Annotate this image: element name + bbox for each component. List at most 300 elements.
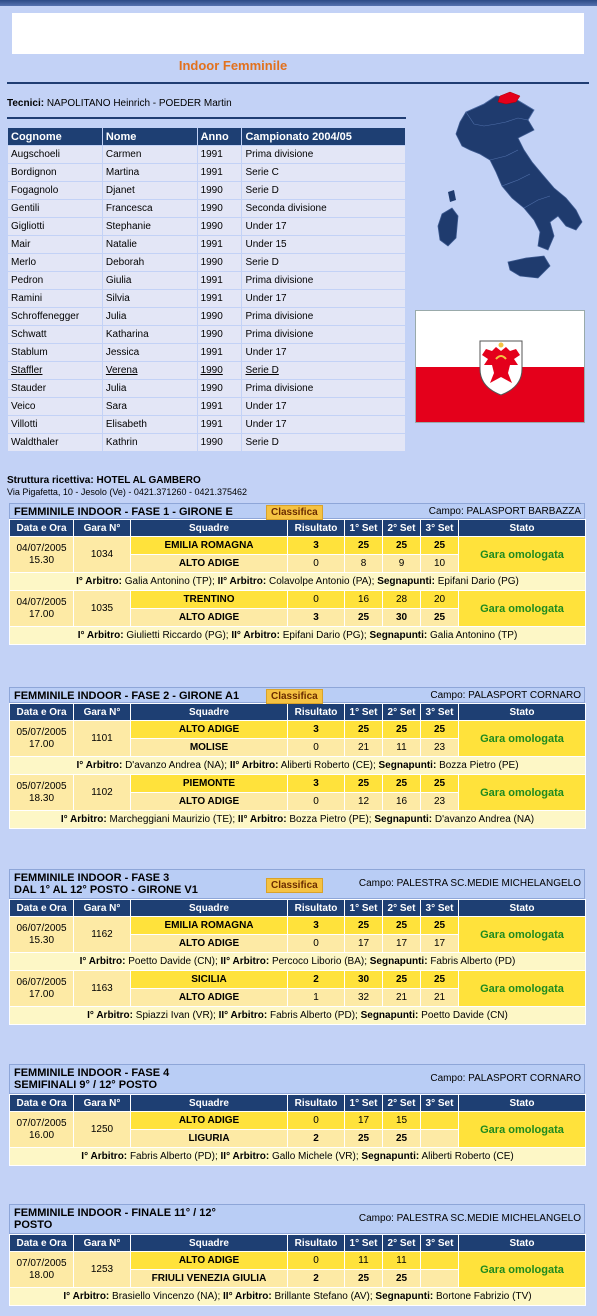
team-b: LIGURIA xyxy=(131,1130,288,1148)
arbitro2-label: II° Arbitro: xyxy=(220,956,270,967)
game-datetime xyxy=(10,971,74,1007)
games-table xyxy=(9,519,586,645)
table-row xyxy=(8,344,406,362)
result-a: 2 xyxy=(288,971,345,989)
set-score-b: 21 xyxy=(421,989,459,1007)
segnapunti-label: Segnapunti: xyxy=(360,1010,419,1021)
set-score-b xyxy=(421,1130,459,1148)
result-b: 0 xyxy=(288,793,345,811)
struttura-label: Struttura ricettiva: xyxy=(7,475,94,486)
game-datetime xyxy=(10,775,74,811)
games-table xyxy=(9,703,586,829)
col-header: Cognome xyxy=(8,128,103,146)
col-header: Gara N° xyxy=(74,1235,131,1252)
phase-block xyxy=(9,1064,585,1166)
col-header: Data e Ora xyxy=(10,1095,74,1112)
set-score-b: 25 xyxy=(345,609,383,627)
roster-cell: Natalie xyxy=(102,236,197,254)
roster-cell: Stablum xyxy=(8,344,103,362)
arbitro2-name: Aliberti Roberto (CE); xyxy=(280,760,376,771)
roster-cell: 1990 xyxy=(197,380,242,398)
set-score-b: 10 xyxy=(421,555,459,573)
referee-info xyxy=(10,757,586,775)
table-row xyxy=(8,164,406,182)
game-time: 17.00 xyxy=(28,988,55,1000)
game-number: 1035 xyxy=(74,591,131,627)
set-score-a: 17 xyxy=(345,1112,383,1130)
referee-row xyxy=(10,1148,586,1166)
roster-cell: 1991 xyxy=(197,416,242,434)
arbitro2-name: Colavolpe Antonio (PA); xyxy=(268,576,375,587)
result-a: 3 xyxy=(288,775,345,793)
arbitro1-name: Poetto Davide (CN); xyxy=(128,956,218,967)
roster-cell: 1991 xyxy=(197,146,242,164)
arbitro1-label: I° Arbitro: xyxy=(77,630,124,641)
roster-cell: Giulia xyxy=(102,272,197,290)
result-b: 0 xyxy=(288,935,345,953)
roster-cell: Stauder xyxy=(8,380,103,398)
game-datetime xyxy=(10,721,74,757)
game-status: Gara omologata xyxy=(459,537,586,573)
team-a: SICILIA xyxy=(131,971,288,989)
phase-title-line: FEMMINILE INDOOR - FINALE 11° / 12° xyxy=(14,1207,216,1219)
roster-cell: Serie D xyxy=(242,182,406,200)
phase-block xyxy=(9,1204,585,1306)
game-date: 04/07/2005 xyxy=(16,596,67,608)
col-header: Gara N° xyxy=(74,704,131,721)
set-score-b: 16 xyxy=(383,793,421,811)
set-score-a: 25 xyxy=(383,721,421,739)
classifica-button[interactable]: Classifica xyxy=(266,505,323,520)
team-b: ALTO ADIGE xyxy=(131,555,288,573)
set-score-b: 8 xyxy=(345,555,383,573)
game-time: 16.00 xyxy=(28,1129,55,1141)
roster-cell: Serie C xyxy=(242,164,406,182)
set-score-a: 25 xyxy=(383,971,421,989)
set-score-b: 25 xyxy=(421,609,459,627)
roster-cell: Under 17 xyxy=(242,290,406,308)
set-score-a: 25 xyxy=(345,917,383,935)
roster-cell: 1991 xyxy=(197,398,242,416)
set-score-a: 25 xyxy=(383,537,421,555)
set-score-a: 28 xyxy=(383,591,421,609)
phase-title-line: FEMMINILE INDOOR - FASE 2 - GIRONE A1 xyxy=(14,690,240,702)
game-date: 04/07/2005 xyxy=(16,542,67,554)
table-row xyxy=(8,236,406,254)
col-header: Stato xyxy=(459,704,586,721)
divider xyxy=(7,117,406,119)
arbitro1-name: Galia Antonino (TP); xyxy=(124,576,215,587)
col-header: Nome xyxy=(102,128,197,146)
game-date: 05/07/2005 xyxy=(16,726,67,738)
col-header: 2° Set xyxy=(383,900,421,917)
roster-cell: Under 17 xyxy=(242,344,406,362)
roster-cell: Fogagnolo xyxy=(8,182,103,200)
set-score-a: 25 xyxy=(345,721,383,739)
team-a: ALTO ADIGE xyxy=(131,1252,288,1270)
set-score-b xyxy=(421,1270,459,1288)
game-status: Gara omologata xyxy=(459,1112,586,1148)
roster-cell: Bordignon xyxy=(8,164,103,182)
roster-cell: Villotti xyxy=(8,416,103,434)
set-score-b: 21 xyxy=(345,739,383,757)
roster-cell: Julia xyxy=(102,308,197,326)
phase-title xyxy=(14,1207,216,1231)
set-score-b: 23 xyxy=(421,793,459,811)
roster-cell: Prima divisione xyxy=(242,146,406,164)
col-header: 3° Set xyxy=(421,520,459,537)
referee-row xyxy=(10,573,586,591)
phase-title-line: FEMMINILE INDOOR - FASE 4 xyxy=(14,1067,170,1079)
phase-title xyxy=(14,506,233,518)
campo-label: Campo: PALASPORT CORNARO xyxy=(430,1073,581,1084)
set-score-b: 30 xyxy=(383,609,421,627)
game-time: 18.30 xyxy=(28,792,55,804)
roster-cell: 1991 xyxy=(197,290,242,308)
game-date: 07/07/2005 xyxy=(16,1257,67,1269)
game-number: 1102 xyxy=(74,775,131,811)
arbitro2-label: II° Arbitro: xyxy=(237,814,287,825)
arbitro1-name: Marcheggiani Maurizio (TE); xyxy=(109,814,236,825)
col-header: Squadre xyxy=(131,704,288,721)
team-a: EMILIA ROMAGNA xyxy=(131,537,288,555)
tecnici-line xyxy=(7,98,232,109)
roster-cell: 1990 xyxy=(197,218,242,236)
table-row xyxy=(8,308,406,326)
segnapunti-name: Epifani Dario (PG) xyxy=(437,576,519,587)
col-header: 1° Set xyxy=(345,1235,383,1252)
result-b: 1 xyxy=(288,989,345,1007)
col-header: Data e Ora xyxy=(10,900,74,917)
tecnici-value: NAPOLITANO Heinrich - POEDER Martin xyxy=(46,98,232,109)
roster-cell: Gigliotti xyxy=(8,218,103,236)
game-datetime xyxy=(10,1112,74,1148)
roster-cell: 1990 xyxy=(197,254,242,272)
roster-cell: Jessica xyxy=(102,344,197,362)
referee-info xyxy=(10,811,586,829)
referee-row xyxy=(10,757,586,775)
arbitro2-label: II° Arbitro: xyxy=(223,1291,272,1302)
arbitro1-label: I° Arbitro: xyxy=(81,1151,128,1162)
game-status: Gara omologata xyxy=(459,591,586,627)
roster-cell: Waldthaler xyxy=(8,434,103,452)
team-b: ALTO ADIGE xyxy=(131,935,288,953)
roster-cell: 1990 xyxy=(197,326,242,344)
table-row xyxy=(8,218,406,236)
team-a: TRENTINO xyxy=(131,591,288,609)
arbitro2-name: Percoco Liborio (BA); xyxy=(271,956,367,967)
game-status: Gara omologata xyxy=(459,775,586,811)
game-time: 15.30 xyxy=(28,934,55,946)
roster-cell: 1991 xyxy=(197,236,242,254)
col-header: Squadre xyxy=(131,1095,288,1112)
game-row xyxy=(10,721,586,739)
result-a: 0 xyxy=(288,1252,345,1270)
team-b: ALTO ADIGE xyxy=(131,793,288,811)
game-number: 1163 xyxy=(74,971,131,1007)
divider xyxy=(7,82,589,84)
referee-row xyxy=(10,1288,586,1306)
arbitro1-name: Brasiello Vincenzo (NA); xyxy=(112,1291,221,1302)
game-row xyxy=(10,775,586,793)
roster-cell: Prima divisione xyxy=(242,272,406,290)
set-score-a: 11 xyxy=(345,1252,383,1270)
game-row xyxy=(10,1112,586,1130)
set-score-b: 17 xyxy=(345,935,383,953)
referee-info xyxy=(10,953,586,971)
set-score-b: 17 xyxy=(421,935,459,953)
game-date: 06/07/2005 xyxy=(16,976,67,988)
set-score-a: 25 xyxy=(421,971,459,989)
result-b: 2 xyxy=(288,1270,345,1288)
col-header: Stato xyxy=(459,520,586,537)
set-score-a: 25 xyxy=(345,537,383,555)
game-datetime xyxy=(10,591,74,627)
hotel-name: HOTEL AL GAMBERO xyxy=(96,475,201,486)
result-b: 2 xyxy=(288,1130,345,1148)
page-title: Indoor Femminile xyxy=(178,58,288,73)
set-score-b: 32 xyxy=(345,989,383,1007)
col-header: Gara N° xyxy=(74,1095,131,1112)
phase-title xyxy=(14,872,198,896)
arbitro1-label: I° Arbitro: xyxy=(60,814,107,825)
result-a: 0 xyxy=(288,1112,345,1130)
segnapunti-name: D'avanzo Andrea (NA) xyxy=(434,814,535,825)
roster-cell: Pedron xyxy=(8,272,103,290)
roster-cell: 1990 xyxy=(197,182,242,200)
roster-cell: Prima divisione xyxy=(242,326,406,344)
team-a: PIEMONTE xyxy=(131,775,288,793)
col-header: Anno xyxy=(197,128,242,146)
game-row xyxy=(10,1252,586,1270)
roster-cell[interactable]: 1990 xyxy=(197,362,242,380)
col-header: Squadre xyxy=(131,900,288,917)
set-score-a: 25 xyxy=(345,775,383,793)
roster-cell[interactable]: Verena xyxy=(102,362,197,380)
segnapunti-label: Segnapunti: xyxy=(361,1151,420,1162)
col-header: 1° Set xyxy=(345,520,383,537)
col-header: 3° Set xyxy=(421,900,459,917)
roster-cell: Djanet xyxy=(102,182,197,200)
set-score-a: 25 xyxy=(421,537,459,555)
games-table xyxy=(9,899,586,1025)
set-score-a xyxy=(421,1252,459,1270)
arbitro1-label: I° Arbitro: xyxy=(79,956,126,967)
campo-label: Campo: PALESTRA SC.MEDIE MICHELANGELO xyxy=(358,1213,581,1224)
result-b: 0 xyxy=(288,555,345,573)
table-row xyxy=(8,416,406,434)
game-row xyxy=(10,537,586,555)
team-a: ALTO ADIGE xyxy=(131,1112,288,1130)
set-score-b: 9 xyxy=(383,555,421,573)
set-score-b: 23 xyxy=(421,739,459,757)
game-number: 1250 xyxy=(74,1112,131,1148)
phase-block xyxy=(9,869,585,1025)
arbitro2-label: II° Arbitro: xyxy=(218,1010,268,1021)
phase-block xyxy=(9,503,585,645)
referee-row xyxy=(10,811,586,829)
col-header: Gara N° xyxy=(74,900,131,917)
arbitro1-label: I° Arbitro: xyxy=(76,760,123,771)
roster-cell: 1991 xyxy=(197,164,242,182)
set-score-b: 25 xyxy=(345,1270,383,1288)
team-b: ALTO ADIGE xyxy=(131,989,288,1007)
campo-label: Campo: PALESTRA SC.MEDIE MICHELANGELO xyxy=(358,878,581,889)
table-row xyxy=(8,200,406,218)
italy-map-icon xyxy=(426,90,586,295)
set-score-a: 11 xyxy=(383,1252,421,1270)
arbitro2-label: II° Arbitro: xyxy=(229,760,279,771)
set-score-a xyxy=(421,1112,459,1130)
table-row xyxy=(8,434,406,452)
campo-label: Campo: PALASPORT BARBAZZA xyxy=(428,506,581,517)
col-header: Campionato 2004/05 xyxy=(242,128,406,146)
roster-cell: Schwatt xyxy=(8,326,103,344)
roster-cell: Carmen xyxy=(102,146,197,164)
game-status: Gara omologata xyxy=(459,971,586,1007)
game-row xyxy=(10,971,586,989)
arbitro1-label: I° Arbitro: xyxy=(87,1010,133,1021)
referee-row xyxy=(10,627,586,645)
team-b: FRIULI VENEZIA GIULIA xyxy=(131,1270,288,1288)
phase-title-line: SEMIFINALI 9° / 12° POSTO xyxy=(14,1079,158,1091)
roster-cell: Under 15 xyxy=(242,236,406,254)
game-datetime xyxy=(10,1252,74,1288)
roster-cell: Veico xyxy=(8,398,103,416)
segnapunti-name: Aliberti Roberto (CE) xyxy=(421,1151,514,1162)
classifica-button[interactable]: Classifica xyxy=(266,689,323,704)
set-score-a: 25 xyxy=(383,775,421,793)
game-time: 15.30 xyxy=(28,554,55,566)
roster-cell: Serie D xyxy=(242,254,406,272)
tecnici-label: Tecnici: xyxy=(7,98,45,109)
table-row xyxy=(8,182,406,200)
arbitro2-name: Epifani Dario (PG); xyxy=(282,630,367,641)
roster-cell: Prima divisione xyxy=(242,380,406,398)
set-score-a: 20 xyxy=(421,591,459,609)
classifica-button[interactable]: Classifica xyxy=(266,878,323,893)
col-header: 2° Set xyxy=(383,1095,421,1112)
game-date: 06/07/2005 xyxy=(16,922,67,934)
segnapunti-name: Bozza Pietro (PE) xyxy=(439,760,519,771)
phase-header xyxy=(9,503,585,519)
referee-info xyxy=(10,1148,586,1166)
col-header: Risultato xyxy=(288,704,345,721)
set-score-a: 25 xyxy=(421,917,459,935)
roster-cell: Schroffenegger xyxy=(8,308,103,326)
referee-info xyxy=(10,1007,586,1025)
col-header: 3° Set xyxy=(421,704,459,721)
segnapunti-name: Poetto Davide (CN) xyxy=(421,1010,508,1021)
game-row xyxy=(10,591,586,609)
phase-block xyxy=(9,687,585,829)
game-datetime xyxy=(10,537,74,573)
roster-cell: Elisabeth xyxy=(102,416,197,434)
phase-header xyxy=(9,869,585,899)
arbitro2-label: II° Arbitro: xyxy=(231,630,280,641)
game-status: Gara omologata xyxy=(459,721,586,757)
roster-cell: 1990 xyxy=(197,434,242,452)
top-bar xyxy=(0,0,597,6)
segnapunti-label: Segnapunti: xyxy=(369,630,428,641)
roster-cell: Julia xyxy=(102,380,197,398)
roster-cell: Under 17 xyxy=(242,398,406,416)
set-score-b: 11 xyxy=(383,739,421,757)
roster-cell: Seconda divisione xyxy=(242,200,406,218)
table-row xyxy=(8,272,406,290)
segnapunti-label: Segnapunti: xyxy=(375,1291,434,1302)
roster-cell: Prima divisione xyxy=(242,308,406,326)
set-score-b: 25 xyxy=(383,1130,421,1148)
arbitro2-name: Fabris Alberto (PD); xyxy=(270,1010,358,1021)
roster-cell: Silvia xyxy=(102,290,197,308)
referee-row xyxy=(10,1007,586,1025)
col-header: Data e Ora xyxy=(10,1235,74,1252)
game-time: 17.00 xyxy=(28,738,55,750)
game-number: 1162 xyxy=(74,917,131,953)
set-score-a: 15 xyxy=(383,1112,421,1130)
result-a: 0 xyxy=(288,591,345,609)
col-header: Risultato xyxy=(288,1235,345,1252)
col-header: 2° Set xyxy=(383,1235,421,1252)
phase-title xyxy=(14,690,239,702)
arbitro2-name: Brillante Stefano (AV); xyxy=(274,1291,373,1302)
roster-cell: Under 17 xyxy=(242,218,406,236)
arbitro2-name: Bozza Pietro (PE); xyxy=(289,814,372,825)
games-table xyxy=(9,1234,586,1306)
arbitro2-label: II° Arbitro: xyxy=(220,1151,270,1162)
set-score-a: 16 xyxy=(345,591,383,609)
roster-cell[interactable]: Staffler xyxy=(8,362,103,380)
roster-cell: Augschoeli xyxy=(8,146,103,164)
game-date: 07/07/2005 xyxy=(16,1117,67,1129)
col-header: 1° Set xyxy=(345,704,383,721)
set-score-a: 25 xyxy=(421,775,459,793)
arbitro2-name: Gallo Michele (VR); xyxy=(271,1151,359,1162)
set-score-a: 25 xyxy=(421,721,459,739)
roster-cell: 1991 xyxy=(197,344,242,362)
col-header: Squadre xyxy=(131,520,288,537)
game-status: Gara omologata xyxy=(459,917,586,953)
games-table xyxy=(9,1094,586,1166)
referee-info xyxy=(10,573,586,591)
result-a: 3 xyxy=(288,537,345,555)
table-row xyxy=(8,362,406,380)
phase-title-line: FEMMINILE INDOOR - FASE 3 xyxy=(14,872,170,884)
game-date: 05/07/2005 xyxy=(16,780,67,792)
result-a: 3 xyxy=(288,721,345,739)
col-header: 3° Set xyxy=(421,1235,459,1252)
col-header: Risultato xyxy=(288,520,345,537)
set-score-b: 12 xyxy=(345,793,383,811)
result-b: 0 xyxy=(288,739,345,757)
roster-cell: 1990 xyxy=(197,308,242,326)
game-datetime xyxy=(10,917,74,953)
hotel-address: Via Pigafetta, 10 - Jesolo (Ve) - 0421.371260 - 0421.375462 xyxy=(7,487,248,497)
phase-title xyxy=(14,1067,169,1091)
roster-cell[interactable]: Serie D xyxy=(242,362,406,380)
game-row xyxy=(10,917,586,935)
arbitro1-label: I° Arbitro: xyxy=(63,1291,110,1302)
team-a: ALTO ADIGE xyxy=(131,721,288,739)
roster-cell: Serie D xyxy=(242,434,406,452)
table-row xyxy=(8,380,406,398)
segnapunti-name: Fabris Alberto (PD) xyxy=(430,956,516,967)
col-header: Risultato xyxy=(288,900,345,917)
set-score-b: 25 xyxy=(383,1270,421,1288)
team-b: MOLISE xyxy=(131,739,288,757)
segnapunti-name: Bortone Fabrizio (TV) xyxy=(435,1291,532,1302)
